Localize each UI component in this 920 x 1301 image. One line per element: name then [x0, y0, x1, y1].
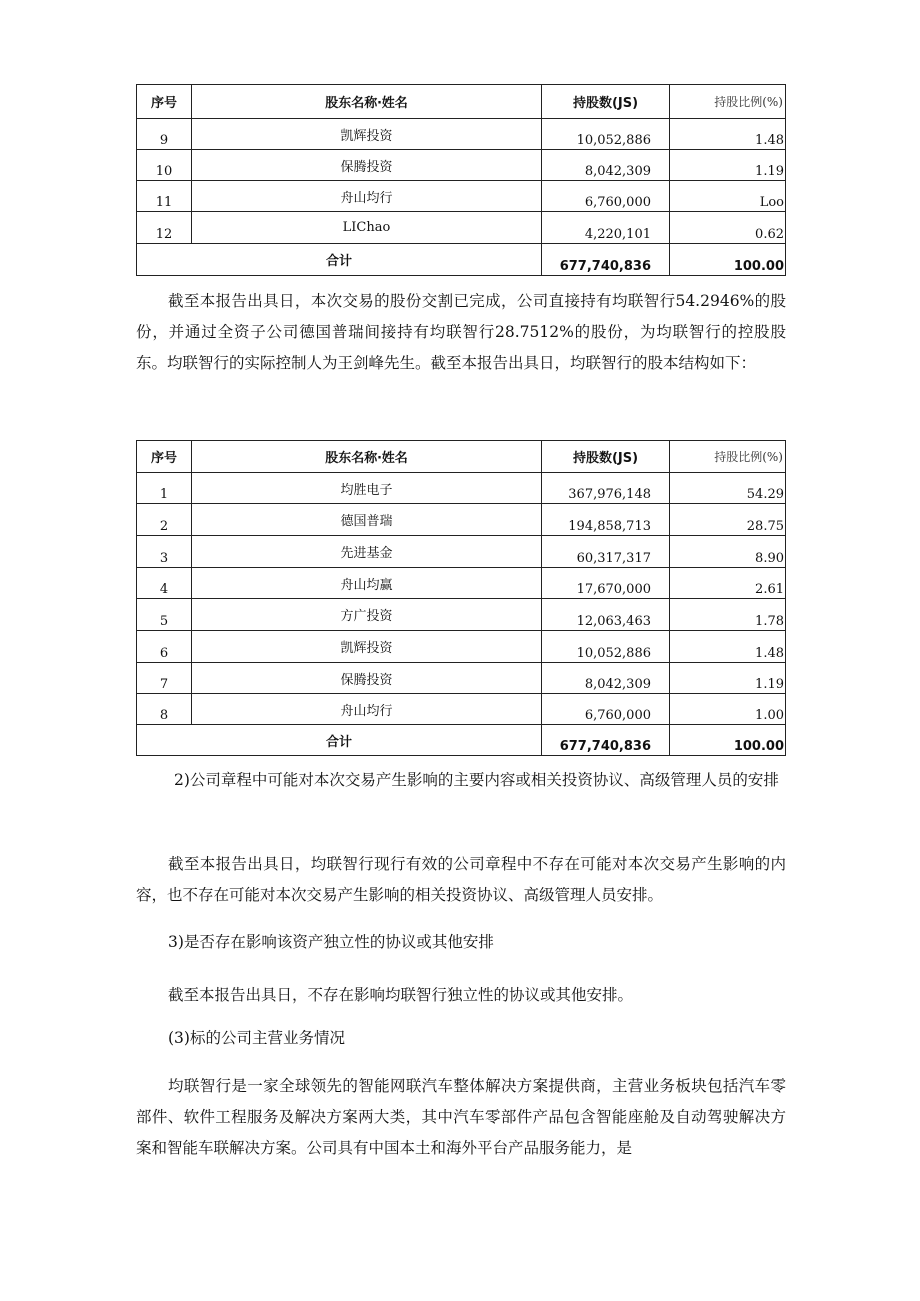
row-shares: 10,052,886 [542, 119, 670, 150]
row-index: 5 [137, 599, 192, 631]
row-index: 3 [137, 536, 192, 568]
row-shares: 6,760,000 [542, 694, 670, 725]
row-ratio: 1.00 [670, 694, 786, 725]
table-row [137, 504, 786, 536]
section-heading-4: (3)标的公司主营业务情况 [168, 1029, 345, 1047]
row-ratio: Loo [670, 181, 786, 212]
total-label: 合计 [137, 725, 542, 756]
total-shares: 677,740,836 [542, 725, 670, 756]
articles-paragraph: 截至本报告出具日，均联智行现行有效的公司章程中不存在可能对本次交易产生影响的内容，也不存在可能对本次交易产生影响的相关投资协议、高级管理人员安排。 [136, 855, 786, 904]
row-name: 凯辉投资 [192, 631, 542, 663]
row-index: 10 [137, 150, 192, 181]
row-shares: 4,220,101 [542, 212, 670, 244]
row-shares: 6,760,000 [542, 181, 670, 212]
row-name: 方广投资 [192, 599, 542, 631]
table-row [137, 694, 786, 725]
row-name: 先进基金 [192, 536, 542, 568]
business-paragraph: 均联智行是一家全球领先的智能网联汽车整体解决方案提供商，主营业务板块包括汽车零部件、软件工程服务及解决方案两大类，其中汽车零部件产品包含智能座舱及自动驾驶解决方案和智能车联解决方案。公司具有中国本土和海外平台产品服务能力，是 [136, 1077, 786, 1157]
row-name: 舟山均行 [192, 181, 542, 212]
independence-paragraph: 截至本报告出具日，不存在影响均联智行独立性的协议或其他安排。 [168, 986, 634, 1004]
row-ratio: 1.78 [670, 599, 786, 631]
table-row [137, 150, 786, 181]
header-name: 股东名称‧姓名 [192, 441, 542, 473]
header-index: 序号 [137, 85, 192, 119]
shareholder-table-2 [136, 440, 786, 756]
row-ratio: 8.90 [670, 536, 786, 568]
row-ratio: 2.61 [670, 568, 786, 599]
table-row [137, 568, 786, 599]
total-label: 合计 [137, 244, 542, 276]
row-index: 12 [137, 212, 192, 244]
shareholder-table-1 [136, 84, 786, 276]
row-name: 舟山均行 [192, 694, 542, 725]
table-row [137, 663, 786, 694]
row-ratio: 54.29 [670, 473, 786, 504]
row-shares: 194,858,713 [542, 504, 670, 536]
row-index: 9 [137, 119, 192, 150]
table-row [137, 181, 786, 212]
row-index: 8 [137, 694, 192, 725]
table-row [137, 473, 786, 504]
row-index: 4 [137, 568, 192, 599]
row-shares: 12,063,463 [542, 599, 670, 631]
header-name: 股东名称‧姓名 [192, 85, 542, 119]
table-header-row [137, 441, 786, 473]
row-ratio: 1.19 [670, 663, 786, 694]
equity-paragraph: 截至本报告出具日，本次交易的股份交割已完成，公司直接持有均联智行54.2946%的股份，并通过全资子公司德国普瑞间接持有均联智行28.7512%的股份，为均联智行的控股股东。均联智行的实际控制人为王剑峰先生。截至本报告出具日，均联智行的股本结构如下： [136, 292, 786, 372]
row-index: 11 [137, 181, 192, 212]
row-shares: 8,042,309 [542, 663, 670, 694]
header-shares: 持股数(JS) [542, 85, 670, 119]
row-ratio: 0.62 [670, 212, 786, 244]
table-total-row [137, 725, 786, 756]
row-name: LIChao [192, 212, 542, 244]
row-name: 凯辉投资 [192, 119, 542, 150]
total-shares: 677,740,836 [542, 244, 670, 276]
row-shares: 60,317,317 [542, 536, 670, 568]
header-ratio: 持股比例(%) [670, 441, 786, 473]
row-shares: 10,052,886 [542, 631, 670, 663]
table-header-row [137, 85, 786, 119]
table-row [137, 212, 786, 244]
table-row [137, 631, 786, 663]
row-shares: 17,670,000 [542, 568, 670, 599]
table-total-row [137, 244, 786, 276]
row-index: 7 [137, 663, 192, 694]
row-name: 德国普瑞 [192, 504, 542, 536]
row-shares: 367,976,148 [542, 473, 670, 504]
row-ratio: 1.19 [670, 150, 786, 181]
row-index: 6 [137, 631, 192, 663]
row-shares: 8,042,309 [542, 150, 670, 181]
header-ratio: 持股比例(%) [670, 85, 786, 119]
header-shares: 持股数(JS) [542, 441, 670, 473]
row-ratio: 1.48 [670, 119, 786, 150]
total-ratio: 100.00 [670, 725, 786, 756]
section-heading-2: 2)公司章程中可能对本次交易产生影响的主要内容或相关投资协议、高级管理人员的安排 [174, 771, 779, 789]
row-ratio: 1.48 [670, 631, 786, 663]
header-index: 序号 [137, 441, 192, 473]
row-name: 保腾投资 [192, 663, 542, 694]
row-ratio: 28.75 [670, 504, 786, 536]
row-index: 1 [137, 473, 192, 504]
section-heading-3: 3)是否存在影响该资产独立性的协议或其他安排 [168, 933, 494, 951]
row-name: 保腾投资 [192, 150, 542, 181]
table-row [137, 599, 786, 631]
total-ratio: 100.00 [670, 244, 786, 276]
row-name: 舟山均赢 [192, 568, 542, 599]
row-name: 均胜电子 [192, 473, 542, 504]
table-row [137, 119, 786, 150]
row-index: 2 [137, 504, 192, 536]
table-row [137, 536, 786, 568]
